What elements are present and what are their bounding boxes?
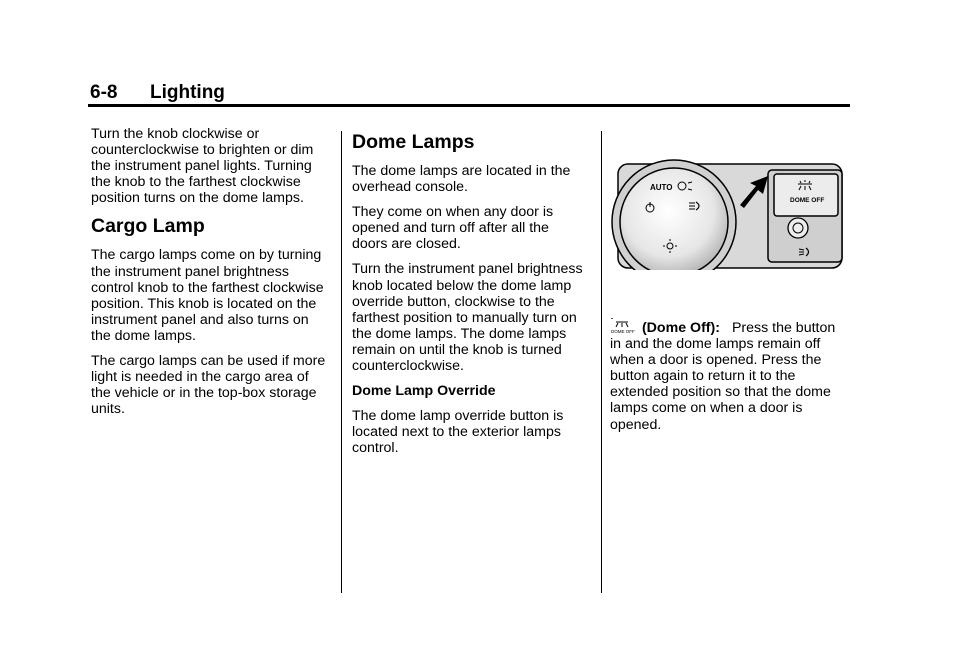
dome-off-label: DOME OFF [790,197,825,204]
paragraph-cargo-2: The cargo lamps can be used if more light is needed in the cargo area of the vehicle or in the top-box storage units. [91,353,326,418]
section-title: Lighting [150,82,225,103]
dome-off-text: Press the button in and the dome lamps remain off when a door is opened. Press the button again to return it to the extended position so that the dome lamps come on when a door is opened. [610,320,836,433]
header-rule [88,104,850,107]
dome-off-description [610,320,850,433]
column-2 [352,131,587,465]
headlamp-control-illustration [610,150,846,270]
auto-label: AUTO [650,183,673,192]
column-divider-2 [601,131,602,593]
heading-dome-override: Dome Lamp Override [352,383,496,400]
paragraph-dome-1: The dome lamps are located in the overhead console. [352,163,571,196]
heading-dome-lamps: Dome Lamps [352,131,475,153]
paragraph-dome-3: Turn the instrument panel brightness knob located below the dome lamp override button, clockwise to the farthest position to manually turn on the dome lamps. The dome lamps remain on until the knob is turned counterclockwise. [352,261,583,375]
dome-off-icon-label: DOME OFF [611,329,635,334]
paragraph-cargo-1: The cargo lamps come on by turning the instrument panel brightness control knob to the farthest clockwise position. This knob is located on the instrument panel and also turns on the dome lamps. [91,247,324,344]
dome-off-button[interactable] [774,174,838,216]
paragraph-knob: Turn the knob clockwise or counterclockwise to brighten or dim the instrument panel lights. Turning the knob to the farthest clockwise position turns on the dome lamps. [91,126,314,207]
paragraph-dome-override: The dome lamp override button is located next to the exterior lamps control. [352,408,564,457]
section-number: 6-8 [90,82,118,103]
column-divider-1 [341,131,342,593]
page-header [90,82,850,106]
dome-off-icon [610,320,638,334]
headlamp-knob [620,168,728,270]
column-1 [91,126,331,426]
instrument-dimmer-knob[interactable] [788,218,808,238]
heading-cargo-lamp: Cargo Lamp [91,215,205,238]
column-3 [610,150,850,442]
dome-off-term: (Dome Off): [641,320,720,336]
paragraph-dome-2: They come on when any door is opened and turn off after all the doors are closed. [352,204,554,253]
